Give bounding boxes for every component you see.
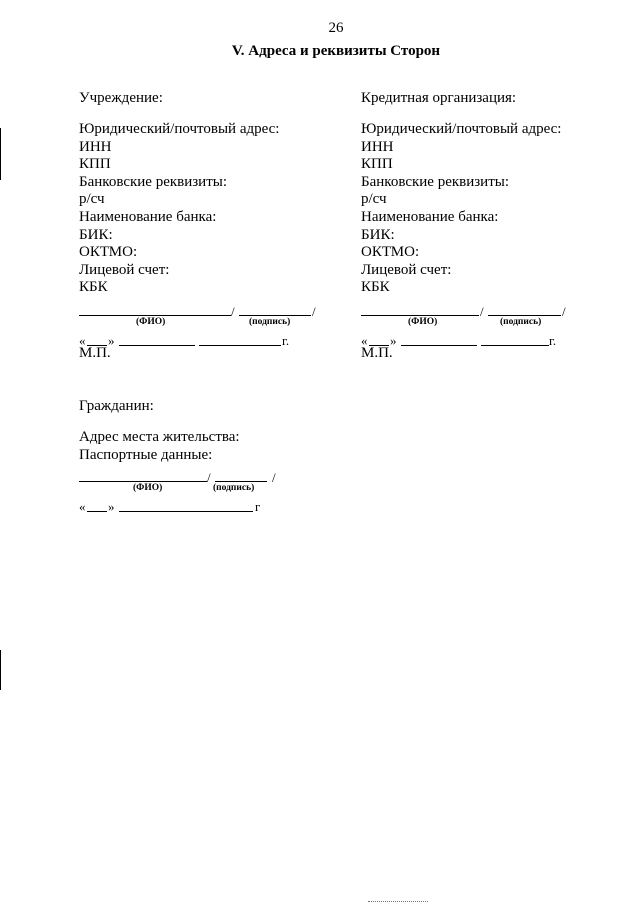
slash-separator: / [231,304,235,319]
credit-org-field-address: Юридический/почтовый адрес: [361,121,562,137]
year-suffix: г. [282,333,290,348]
citizen-field-passport: Паспортные данные: [79,446,213,463]
credit-org-heading: Кредитная организация: [361,90,517,106]
credit-org-signature-caption: (подпись) [500,317,542,327]
credit-org-signature-blank [488,315,561,316]
credit-org-field-inn: ИНН [361,138,394,155]
slash-separator: / [312,304,316,319]
date-month-blank [401,345,477,346]
citizen-heading: Гражданин: [79,398,154,414]
credit-org-fields [361,121,561,297]
credit-org-field-bank-details: Банковские реквизиты: [361,173,510,190]
institution-field-inn: ИНН [79,138,112,155]
date-close-quote: » [108,499,115,514]
institution-field-bik: БИК: [79,226,113,243]
credit-org-field-bik: БИК: [361,226,395,243]
scan-margin-mark [0,650,1,690]
year-suffix: г [255,499,261,514]
slash-separator: / [480,304,484,319]
credit-org-field-bank-name: Наименование банка: [361,208,499,225]
credit-org-fio-caption: (ФИО) [408,317,438,327]
institution-fields [79,121,279,297]
institution-field-kbk: КБК [79,279,108,296]
credit-org-signature-line [361,302,571,319]
citizen-fio-line [79,481,207,482]
institution-date-line [79,330,294,346]
institution-field-bank-name: Наименование банка: [79,208,217,225]
slash-separator: / [562,304,566,319]
scan-margin-mark [0,128,1,180]
institution-heading: Учреждение: [79,90,163,106]
slash-separator: / [272,470,276,485]
date-open-quote: « [361,333,368,348]
date-close-quote: » [108,333,115,348]
credit-org-field-personal-account: Лицевой счет: [361,261,452,278]
credit-org-field-account: р/сч [361,191,387,208]
citizen-fio-caption: (ФИО) [133,483,163,493]
institution-field-account: р/сч [79,191,105,208]
citizen-field-residence-address: Адрес места жительства: [79,429,240,445]
citizen-date-line [79,496,269,512]
year-suffix: г. [549,333,557,348]
section-title: V. Адреса и реквизиты Сторон [231,43,441,59]
credit-org-date-line [361,330,561,346]
institution-signature-blank [239,315,311,316]
page-number: 26 [328,20,344,36]
institution-field-kpp: КПП [79,156,111,173]
citizen-signature-blank [215,481,267,482]
citizen-signature-caption: (подпись) [213,483,255,493]
date-open-quote: « [79,499,86,514]
credit-org-field-kbk: КБК [361,279,390,296]
institution-fio-caption: (ФИО) [136,317,166,327]
credit-org-field-oktmo: ОКТМО: [361,244,420,261]
institution-signature-line [79,302,324,319]
scan-bottom-mark [368,901,428,903]
institution-stamp: М.П. [79,345,111,361]
citizen-signature-line [79,468,284,485]
institution-field-address: Юридический/почтовый адрес: [79,121,280,137]
date-day-blank [87,511,107,512]
citizen-fields [79,429,240,464]
credit-org-fio-line [361,315,479,316]
slash-separator: / [207,470,211,485]
institution-signature-caption: (подпись) [249,317,291,327]
credit-org-field-kpp: КПП [361,156,393,173]
date-year-blank [481,345,549,346]
date-open-quote: « [79,333,86,348]
date-month-blank [119,345,195,346]
credit-org-stamp: М.П. [361,345,393,361]
date-year-blank [119,511,253,512]
date-year-blank [199,345,281,346]
institution-fio-line [79,315,231,316]
date-close-quote: » [390,333,397,348]
institution-field-bank-details: Банковские реквизиты: [79,173,228,190]
institution-field-personal-account: Лицевой счет: [79,261,170,278]
institution-field-oktmo: ОКТМО: [79,244,138,261]
